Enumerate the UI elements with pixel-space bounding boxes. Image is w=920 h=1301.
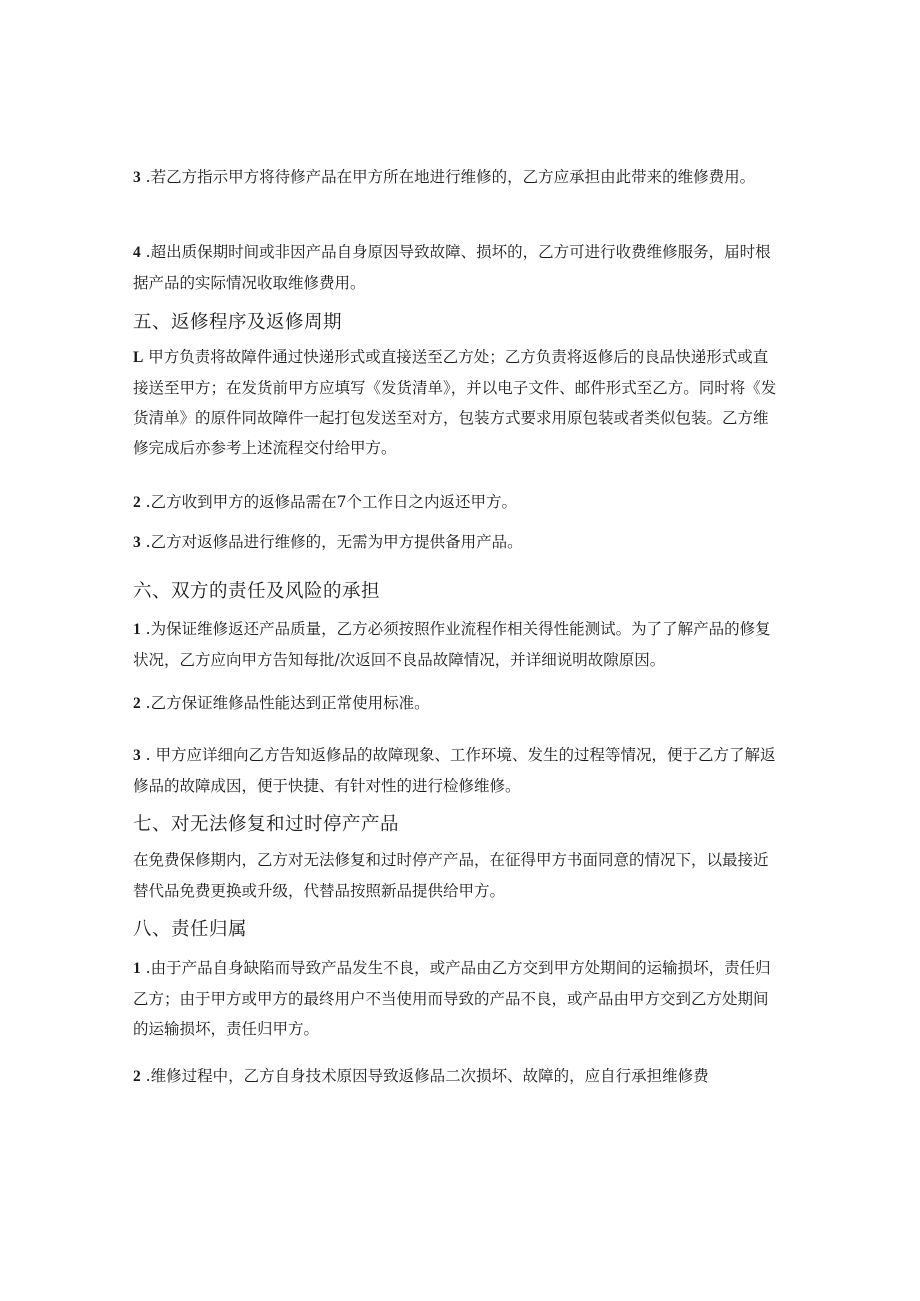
clause-number: 1 [133,621,141,638]
section-heading-8: 八、责任归属 [133,919,248,940]
section-heading-5: 五、返修程序及返修周期 [133,312,343,333]
clause-number: 4 [133,244,141,261]
clause-4-4 [133,237,783,298]
clause-text: .乙方对返修品进行维修的，无需为甲方提供备用产品。 [140,533,523,551]
clause-6-2 [133,688,783,719]
clause-number: 3 [133,534,141,551]
clause-5-2 [133,487,783,518]
clause-text: 在免费保修期内，乙方对无法修复和过时停产产品，在征得甲方书面同意的情况下，以最接近替代品免费更换或升级，代替品按照新品提供给甲方。 [133,851,769,900]
clause-number: 2 [133,1068,141,1085]
clause-text: .若乙方指示甲方将待修产品在甲方所在地进行维修的，乙方应承担由此带来的维修费用。 [140,168,756,186]
clause-number: 2 [133,494,141,511]
clause-text: .乙方收到甲方的返修品需在7个工作日之内返还甲方。 [140,493,517,511]
clause-text: .为保证维修返还产品质量，乙方必须按照作业流程作相关得性能测试。为了了解产品的修复状况，乙方应向甲方告知每批/次返回不良品故障情况，并详细说明故隙原因。 [133,620,771,669]
clause-text: .维修过程中，乙方自身技术原因导致返修品二次损坏、故障的，应自行承担维修费 [140,1067,709,1085]
clause-6-3 [133,740,783,801]
clause-text: .乙方保证维修品性能达到正常使用标准。 [140,694,430,712]
clause-text: .由于产品自身缺陷而导致产品发生不良，或产品由乙方交到甲方处期间的运输损坏，责任归乙方；由于甲方或甲方的最终用户不当使用而导致的产品不良，或产品由甲方交到乙方处期间的运输损坏，责任归甲方。 [133,959,771,1038]
clause-text: 甲方负责将故障件通过快递形式或直接送至乙方处；乙方负责将返修后的良品快递形式或直接送至甲方；在发货前甲方应填写《发货清单》，并以电子文件、邮件形式至乙方。同时将《发货清单》的原件同故障件一起打包发送至对方，包装方式要求用原包装或者类似包装。乙方维修完成后亦参考上述流程交付给甲方。 [133,348,777,457]
clause-number: 1 [133,960,141,977]
section-heading-6: 六、双方的责任及风险的承担 [133,581,381,602]
clause-6-1 [133,614,783,675]
clause-5-3 [133,527,783,558]
clause-number: 3 [133,169,141,186]
clause-5-1 [133,342,783,463]
clause-number: 2 [133,695,141,712]
clause-number: 3 [133,747,141,764]
clause-8-2 [133,1061,783,1092]
clause-4-3 [133,162,783,193]
section-heading-7: 七、对无法修复和过时停产产品 [133,814,400,835]
clause-number: L [133,349,144,366]
clause-text: . 甲方应详细向乙方告知返修品的故障现象、工作环境、发生的过程等情况，便于乙方了解返修品的故障成因，便于快捷、有针对性的进行检修维修。 [133,746,776,795]
clause-8-1 [133,953,783,1044]
section-7-body [133,845,783,906]
clause-text: .超出质保期时间或非因产品自身原因导致故障、损坏的，乙方可进行收费维修服务，届时根据产品的实际情况收取维修费用。 [133,243,771,292]
